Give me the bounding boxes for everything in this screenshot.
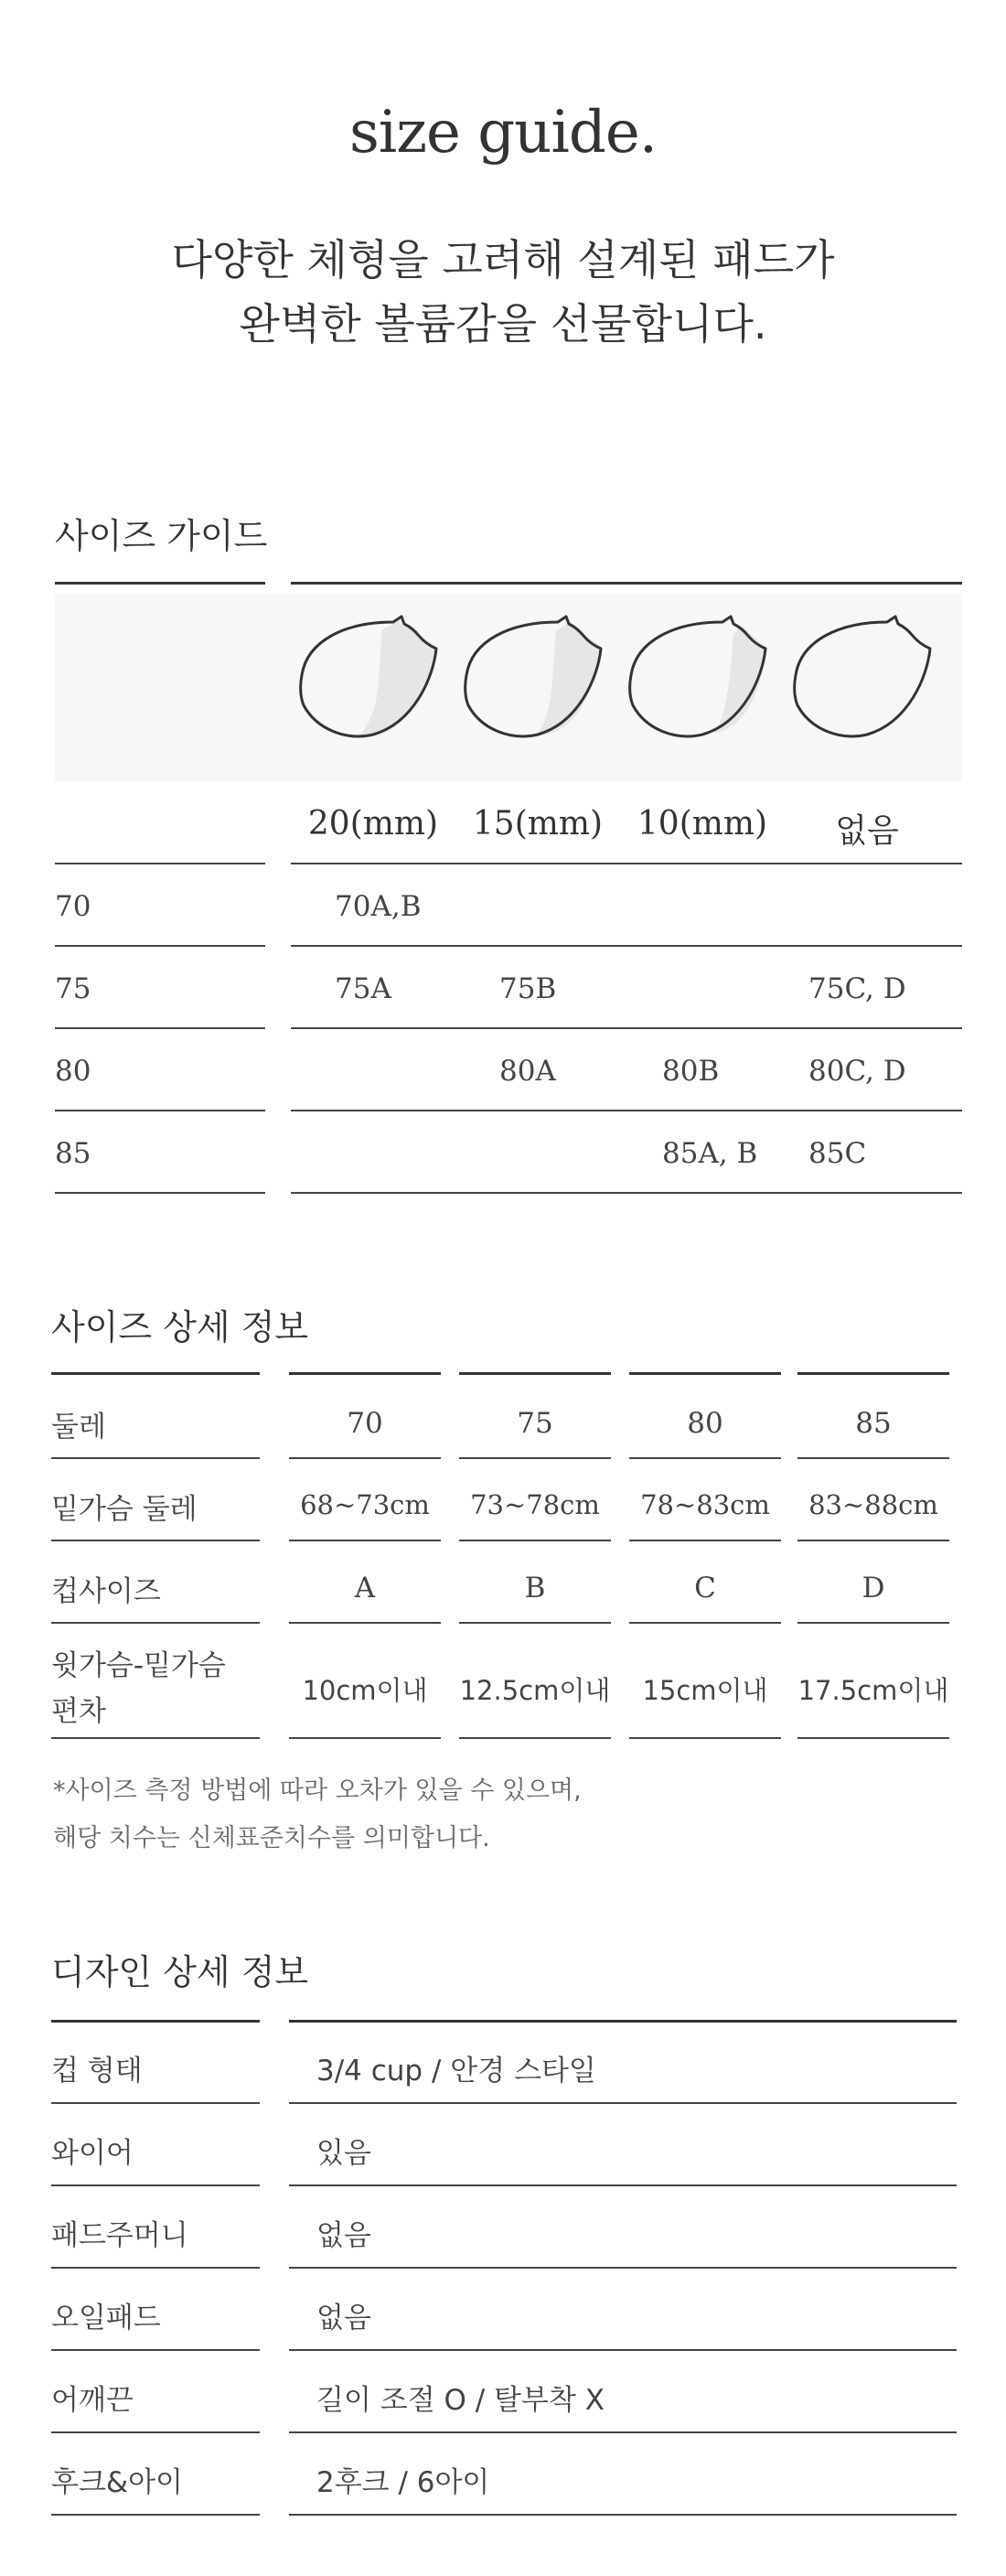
detail-value: 85 (855, 1407, 892, 1440)
design-row-value: 없음 (316, 2219, 371, 2252)
row-divider (289, 1737, 441, 1739)
pad-column-header: 15(mm) (472, 805, 604, 843)
detail-value: 12.5cm이내 (459, 1675, 611, 1706)
detail-value: C (694, 1572, 716, 1605)
size-guide-title: 사이즈 가이드 (55, 516, 268, 556)
row-divider (55, 945, 265, 947)
row-divider (289, 2349, 957, 2351)
row-divider (55, 1027, 265, 1029)
cup-10mm-icon (620, 613, 776, 741)
cup-no-pad-icon (785, 613, 940, 741)
detail-value: 75 (517, 1407, 553, 1440)
size-cell: 80C, D (808, 1055, 906, 1088)
row-divider (51, 2184, 260, 2186)
row-divider (51, 2431, 260, 2433)
row-divider (797, 1737, 949, 1739)
detail-top-rule (629, 1372, 781, 1375)
detail-value: 70 (347, 1407, 383, 1440)
detail-value: 10cm이내 (302, 1675, 428, 1706)
row-divider (629, 1737, 781, 1739)
row-divider (459, 1737, 611, 1739)
detail-top-rule (289, 1372, 441, 1375)
design-detail-title: 디자인 상세 정보 (51, 1952, 309, 1992)
pad-column-header: 10(mm) (637, 805, 768, 843)
detail-top-rule (51, 1372, 260, 1375)
page-title: size guide. (348, 99, 658, 166)
subtitle-line-1: 다양한 체형을 고려해 설계된 패드가 (171, 235, 835, 284)
row-divider (289, 2267, 957, 2269)
size-cell: 75C, D (808, 972, 906, 1005)
row-divider (51, 2514, 260, 2516)
design-top-rule-right (289, 2020, 957, 2023)
row-divider (797, 1622, 949, 1624)
size-cell: 80B (662, 1055, 720, 1088)
cup-15mm-icon (455, 613, 611, 741)
row-divider (55, 863, 265, 864)
detail-value: 83~88cm (808, 1489, 938, 1520)
detail-top-rule (797, 1372, 949, 1375)
design-row-label: 와이어 (51, 2137, 134, 2170)
pad-column-header: 없음 (835, 812, 899, 850)
row-divider (55, 1192, 265, 1194)
size-guide-top-rule-right (291, 582, 962, 585)
row-divider (51, 1540, 260, 1541)
design-row-value: 2후크 / 6아이 (316, 2466, 490, 2499)
row-divider (289, 2431, 957, 2433)
row-divider (291, 1027, 962, 1029)
row-divider (289, 2102, 957, 2104)
design-row-label: 패드주머니 (51, 2219, 188, 2252)
row-divider (289, 1622, 441, 1624)
row-divider (289, 1457, 441, 1459)
design-row-label: 컵 형태 (51, 2055, 143, 2088)
row-divider (289, 1540, 441, 1541)
row-divider (797, 1540, 949, 1541)
detail-value: 17.5cm이내 (797, 1675, 949, 1706)
detail-row-label: 컵사이즈 (51, 1575, 161, 1608)
measurement-note (53, 1767, 582, 1862)
design-row-label: 후크&아이 (51, 2466, 183, 2499)
row-divider (291, 863, 962, 864)
row-divider (629, 1622, 781, 1624)
row-divider (289, 2184, 957, 2186)
size-cell: 85A, B (662, 1137, 758, 1170)
pad-column-header: 20(mm) (307, 805, 439, 843)
row-divider (51, 2349, 260, 2351)
size-detail-title: 사이즈 상세 정보 (51, 1307, 309, 1347)
design-row-value: 3/4 cup / 안경 스타일 (316, 2055, 596, 2088)
size-cell: 85C (808, 1137, 867, 1170)
band-size-label: 70 (55, 890, 91, 923)
band-size-label: 75 (55, 972, 91, 1005)
row-divider (291, 1192, 962, 1194)
row-divider (459, 1540, 611, 1541)
band-size-label: 80 (55, 1055, 91, 1088)
size-cell: 75B (499, 972, 557, 1005)
subtitle-line-2: 완벽한 볼륨감을 선물합니다. (239, 299, 767, 349)
detail-value: D (862, 1572, 885, 1605)
design-row-label: 오일패드 (51, 2302, 161, 2334)
detail-value: 80 (687, 1407, 723, 1440)
design-top-rule-left (51, 2020, 260, 2023)
row-divider (629, 1540, 781, 1541)
row-divider (289, 2514, 957, 2516)
detail-value: 78~83cm (640, 1489, 770, 1520)
size-cell: 70A,B (335, 890, 422, 923)
detail-row-label: 윗가슴-밑가슴 (51, 1649, 226, 1682)
row-divider (51, 1737, 260, 1739)
design-row-value: 없음 (316, 2302, 371, 2334)
band-size-label: 85 (55, 1137, 91, 1170)
detail-row-label: 밑가슴 둘레 (51, 1493, 198, 1526)
row-divider (291, 945, 962, 947)
detail-value: 68~73cm (300, 1489, 430, 1520)
design-row-value: 길이 조절 O / 탈부착 X (316, 2384, 605, 2417)
row-divider (797, 1457, 949, 1459)
row-divider (291, 1110, 962, 1111)
size-cell: 75A (335, 972, 391, 1005)
detail-value: 73~78cm (470, 1489, 600, 1520)
row-divider (459, 1622, 611, 1624)
row-divider (55, 1110, 265, 1111)
size-cell: 80A (499, 1055, 556, 1088)
detail-value: B (524, 1572, 546, 1605)
note-line-2: 해당 치수는 신체표준치수를 의미합니다. (53, 1824, 490, 1852)
row-divider (459, 1457, 611, 1459)
note-line-1: *사이즈 측정 방법에 따라 오차가 있을 수 있으며, (53, 1776, 582, 1805)
detail-value: 15cm이내 (642, 1675, 768, 1706)
row-divider (51, 2267, 260, 2269)
design-row-value: 있음 (316, 2137, 371, 2170)
row-divider (51, 1622, 260, 1624)
detail-top-rule (459, 1372, 611, 1375)
detail-row-label: 편차 (51, 1695, 106, 1728)
cup-20mm-icon (291, 613, 446, 741)
row-divider (629, 1457, 781, 1459)
detail-row-label: 둘레 (51, 1411, 106, 1444)
size-guide-top-rule-left (55, 582, 265, 585)
detail-value: A (354, 1572, 376, 1605)
design-row-label: 어깨끈 (51, 2384, 134, 2417)
row-divider (51, 2102, 260, 2104)
row-divider (51, 1457, 260, 1459)
